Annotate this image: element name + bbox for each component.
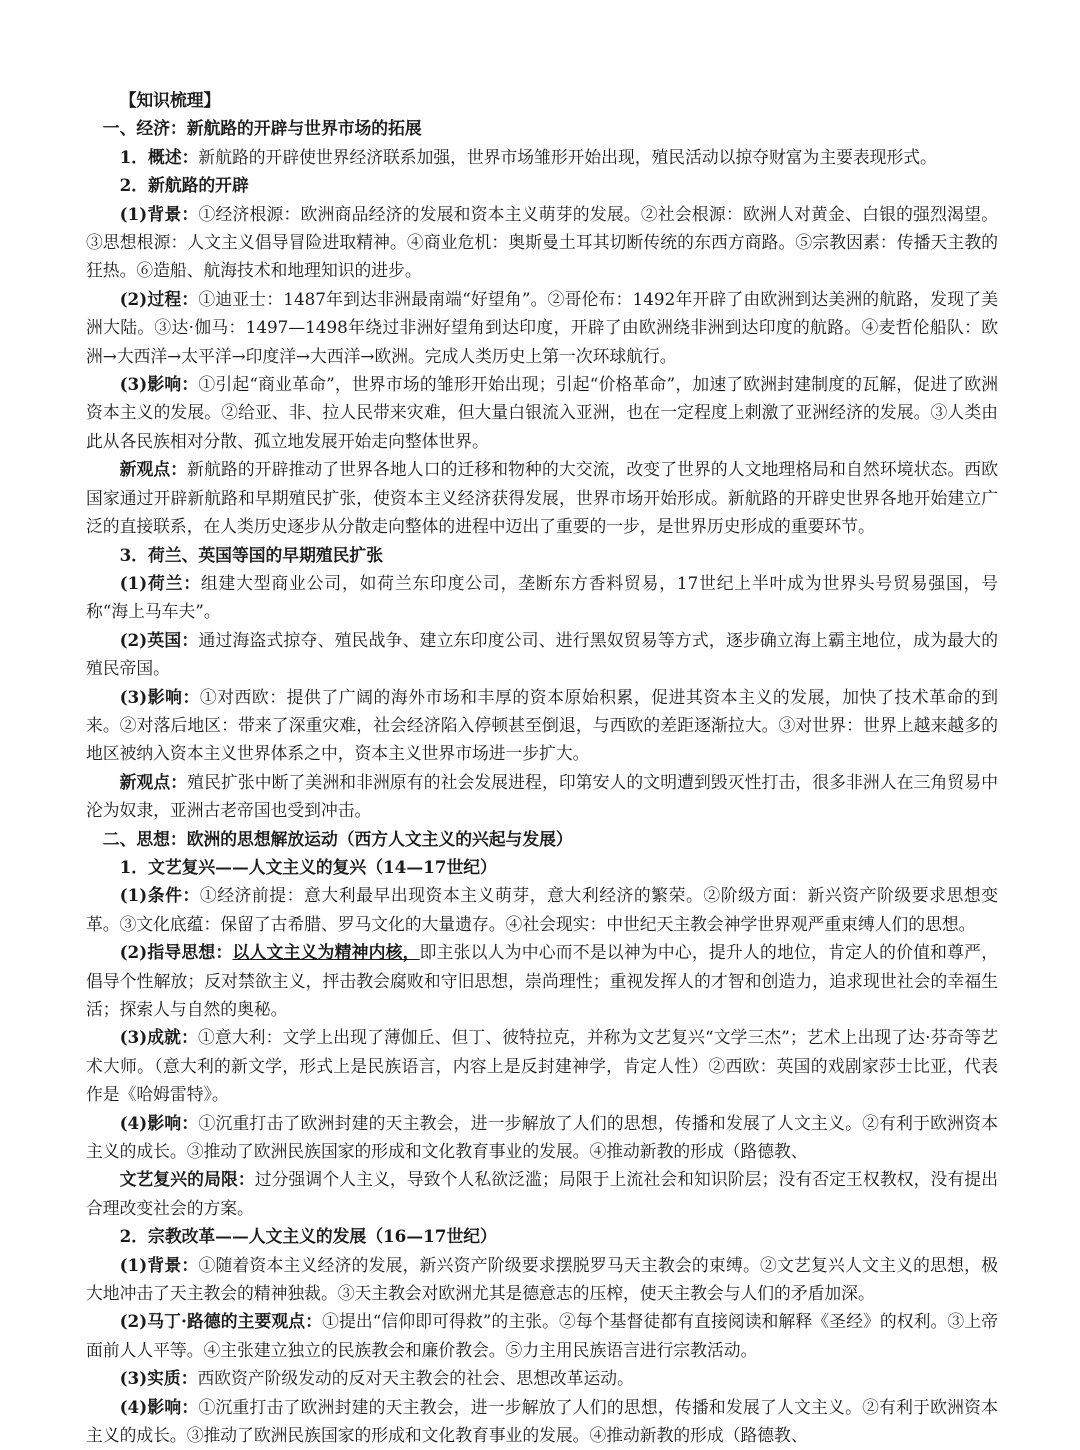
- process-paragraph: (2)过程：①迪亚士：1487年到达非洲最南端“好望角”。②哥伦布：1492年开辟了由欧洲到达美洲的航路，发现了美洲大陆。③达·伽马：1497—1498年绕过非洲好望角到达印度，开辟了由欧洲绕非洲到达印度的航路。④麦哲伦船队：欧洲→大西洋→太平洋→印度洋→大西洋→欧洲。完成人类历史上第一次环球航行。: [86, 288, 999, 366]
- achievements-paragraph: (3)成就：①意大利：文学上出现了薄伽丘、但丁、彼特拉克，并称为文艺复兴“文学三杰”；艺术上出现了达·芬奇等艺术大师。（意大利的新文学，形式上是民族语言，内容上是反封建神学，肯定人性）②西欧：英国的戏剧家莎士比亚，代表作是《哈姆雷特》。: [86, 1027, 999, 1105]
- britain-paragraph: (2)英国：通过海盗式掠夺、殖民战争、建立东印度公司、进行黑奴贸易等方式，逐步确立海上霸主地位，成为最大的殖民帝国。: [86, 629, 998, 679]
- subsection-heading: 2．新航路的开辟: [119, 175, 249, 196]
- subsection-heading: 1．文艺复兴——人文主义的复兴（14—17世纪）: [119, 856, 497, 877]
- section-2-heading: 二、思想：欧洲的思想解放运动（西方人文主义的兴起与发展）: [102, 828, 573, 849]
- impact-paragraph: (4)影响：①沉重打击了欧洲封建的天主教会，进一步解放了人们的思想，传播和发展了人文主义。②有利于欧洲资本主义的成长。③推动了欧洲民族国家的形成和文化教育事业的发展。④推动新教的形成（路德教、: [86, 1396, 998, 1446]
- new-view-paragraph: 新观点：殖民扩张中断了美洲和非洲原有的社会发展进程，印第安人的文明遭到毁灭性打击，很多非洲人在三角贸易中沦为奴隶，亚洲古老帝国也受到冲击。: [86, 771, 998, 821]
- section-1-heading: 一、经济：新航路的开辟与世界市场的拓展: [102, 118, 422, 139]
- impact-paragraph: (3)影响：①对西欧：提供了广阔的海外市场和丰厚的资本原始积累，促进其资本主义的发展，加快了技术革命的到来。②对落后地区：带来了深重灾难，社会经济陷入停顿甚至倒退，与西欧的差距逐渐拉大。③对世界：世界上越来越多的地区被纳入资本主义世界体系之中，资本主义世界市场进一步扩大。: [86, 686, 998, 764]
- netherlands-paragraph: (1)荷兰：组建大型商业公司，如荷兰东印度公司，垄断东方香料贸易，17世纪上半叶成为世界头号贸易强国，号称“海上马车夫”。: [86, 572, 999, 622]
- background-paragraph: (1)背景：①经济根源：欧洲商品经济的发展和资本主义萌芽的发展。②社会根源：欧洲人对黄金、白银的强烈渴望。③思想根源：人文主义倡导冒险进取精神。④商业危机：奥斯曼土耳其切断传统的东西方商路。⑤宗教因素：传播天主教的狂热。⑥造船、航海技术和地理知识的进步。: [86, 203, 998, 281]
- new-view-paragraph: 新观点：新航路的开辟推动了世界各地人口的迁移和物种的大交流，改变了世界的人文地理格局和自然环境状态。西欧国家通过开辟新航路和早期殖民扩张，使资本主义经济获得发展，世界市场开始形成。新航路的开辟史世界各地开始建立广泛的直接联系，在人类历史逐步从分散走向整体的进程中迈出了重要的一步，是世界历史形成的重要环节。: [86, 459, 998, 537]
- overview-paragraph: 1．概述：新航路的开辟使世界经济联系加强，世界市场雏形开始出现，殖民活动以掠夺财富为主要表现形式。: [119, 146, 937, 167]
- essence-paragraph: (3)实质：西欧资产阶级发动的反对天主教会的社会、思想改革运动。: [119, 1368, 634, 1389]
- luther-views-paragraph: (2)马丁·路德的主要观点：①提出“信仰即可得救”的主张。②每个基督徒都有直接阅读和解释《圣经》的权利。③上帝面前人人平等。④主张建立独立的民族教会和廉价教会。⑤力主用民族语言进行宗教活动。: [86, 1311, 998, 1360]
- limitations-paragraph: 文艺复兴的局限：过分强调个人主义，导致个人私欲泛滥；局限于上流社会和知识阶层；没有否定王权教权，没有提出合理改变社会的方案。: [86, 1169, 998, 1218]
- doc-title: 【知识梳理】: [119, 90, 221, 110]
- impact-paragraph: (3)影响：①引起“商业革命”，世界市场的雏形开始出现；引起“价格革命”，加速了欧洲封建制度的瓦解，促进了欧洲资本主义的发展。②给亚、非、拉人民带来灾难，但大量白银流入亚洲，也在一定程度上刺激了亚洲经济的发展。③人类由此从各民族相对分散、孤立地发展开始走向整体世界。: [86, 374, 998, 451]
- guiding-thought-paragraph: (2)指导思想：以人文主义为精神内核，即主张以人为中心而不是以神为中心，提升人的地位，肯定人的价值和尊严，倡导个性解放；反对禁欲主义，抨击教会腐败和守旧思想，崇尚理性；重视发挥人的才智和创造力，追求现世社会的幸福生活；探索人与自然的奥秘。: [86, 942, 998, 1019]
- impact-paragraph: (4)影响：①沉重打击了欧洲封建的天主教会，进一步解放了人们的思想，传播和发展了人文主义。②有利于欧洲资本主义的成长。③推动了欧洲民族国家的形成和文化教育事业的发展。④推动新教的形成（路德教、: [86, 1112, 998, 1162]
- conditions-paragraph: (1)条件：①经济前提：意大利最早出现资本主义萌芽，意大利经济的繁荣。②阶级方面：新兴资产阶级要求思想变革。③文化底蕴：保留了古希腊、罗马文化的大量遗存。④社会现实：中世纪天主教会神学世界观严重束缚人们的思想。: [86, 885, 998, 934]
- subsection-heading: 3．荷兰、英国等国的早期殖民扩张: [119, 544, 383, 565]
- document-page: [86, 86, 998, 1450]
- background-paragraph: (1)背景：①随着资本主义经济的发展，新兴资产阶级要求摆脱罗马天主教会的束缚。②文艺复兴人文主义的思想，极大地冲击了天主教会的精神独裁。③天主教会对欧洲尤其是德意志的压榨，使天主教会与人们的矛盾加深。: [86, 1254, 998, 1304]
- subsection-heading: 2．宗教改革——人文主义的发展（16—17世纪）: [119, 1226, 497, 1247]
